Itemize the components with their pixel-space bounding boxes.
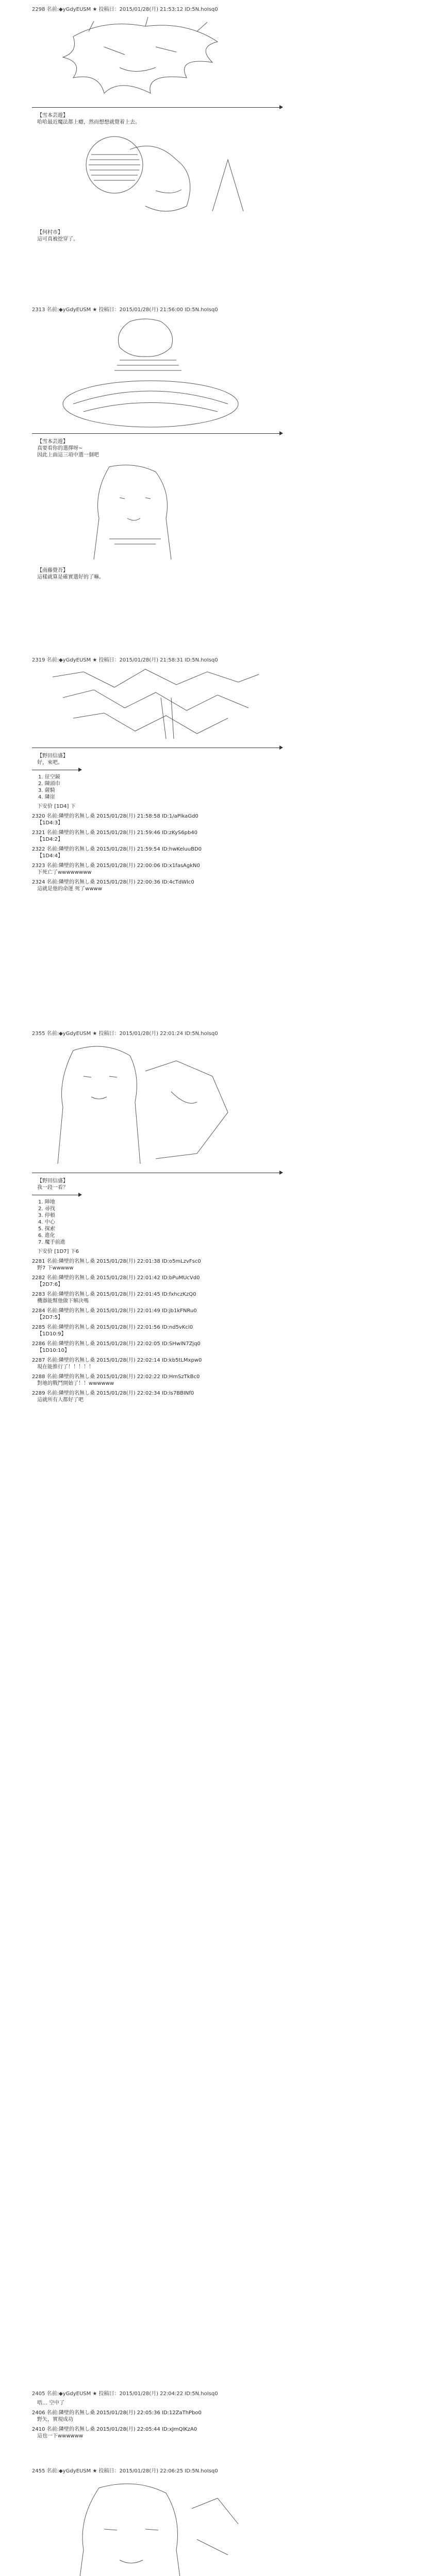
ascii-art: [42, 462, 290, 565]
choice-list: [38, 1199, 290, 1246]
reply: 2286 名前:隣壁的名無し桑 2015/01/28(月) 22:02:05 ID:SHwlN7Zjq0 【1D10:10】: [32, 1341, 290, 1354]
divider-arrow: [32, 431, 290, 436]
reply: 2320 名前:隣壁的名無し桑 2015/01/28(月) 21:58:58 ID:1/aPlkaGd0 【1D4:3】: [32, 813, 290, 826]
speaker-name: 【野田信盛】: [37, 1178, 68, 1184]
post: [32, 6, 290, 243]
post: [32, 2391, 290, 2439]
speaker-name: 【雪本芸遊】: [37, 439, 68, 445]
reply: 2321 名前:隣壁的名無し桑 2015/01/28(月) 21:59:46 ID:zKyS6pb40 【1D4:2】: [32, 829, 290, 843]
choice-item: 4. 中心: [38, 1219, 55, 1225]
ascii-art: [42, 316, 290, 430]
reply: 2284 名前:隣壁的名無し桑 2015/01/28(月) 22:01:49 ID:jb1kFNRu0 【2D7:5】: [32, 1308, 290, 1321]
choice-item: 3. 停頓: [38, 1213, 55, 1218]
ascii-art: [42, 16, 290, 104]
post-line: 這可真被挖穿了。: [37, 236, 78, 242]
reply-header: 2320 名前:隣壁的名無し桑 2015/01/28(月) 21:58:58 ID:1/aPlkaGd0: [32, 814, 198, 819]
choice-list: [38, 774, 290, 801]
reply-header: 2288 名前:隣壁的名無し桑 2015/01/28(月) 22:02:22 ID:HmSzTkBc0: [32, 1374, 200, 1380]
post-header: 2355 名前:◆yGdyEUSM ★ 投稿日：2015/01/28(月) 22:01:24 ID:5N.hoIsq0: [32, 1031, 218, 1037]
reply-header: 2324 名前:隣壁的名無し桑 2015/01/28(月) 22:00:36 ID:4cTdWlc0: [32, 879, 194, 885]
divider-arrow: [32, 745, 290, 750]
choice-item: 3. 薩騎: [38, 788, 55, 793]
reply: 2406 名前:隣壁的名無し桑 2015/01/28(月) 22:05:36 ID:12ZaThPbo0 野矢，實現成功: [32, 2410, 290, 2423]
reply-header: 2321 名前:隣壁的名無し桑 2015/01/28(月) 21:59:46 ID:zKyS6pb40: [32, 830, 198, 836]
ascii-art: [42, 1040, 290, 1169]
divider-arrow: [32, 1193, 290, 1197]
vote-line: 下安价 [1D4] 下: [37, 804, 76, 809]
choice-item: 4. 隣崖: [38, 794, 55, 800]
post-header: 2405 名前:◆yGdyEUSM ★ 投稿日：2015/01/28(月) 22:04:22 ID:5N.hoIsq0: [32, 2391, 218, 2397]
choice-item: 2. 尋找: [38, 1206, 55, 1212]
reply-header: 2285 名前:隣壁的名無し桑 2015/01/28(月) 22:01:56 ID:nd5vKcl0: [32, 1325, 193, 1330]
ascii-art: [42, 2478, 290, 2576]
reply-header: 2287 名前:隣壁的名無し桑 2015/01/28(月) 22:02:14 ID:kb5tLMxpw0: [32, 1358, 202, 1363]
choice-item: 2. 陳頭巾: [38, 781, 60, 787]
choice-item: 6. 進化: [38, 1233, 55, 1239]
choice-item: 1. 陣地: [38, 1199, 55, 1205]
divider-arrow: [32, 768, 290, 772]
post-line: 真要看你的選擇呀~: [37, 446, 83, 451]
post-line: 哈哈最近魔法都上癮，然而想想就覺着上去。: [37, 120, 140, 125]
reply: 2322 名前:隣壁的名無し桑 2015/01/28(月) 21:59:54 ID:hwKeluuBD0 【1D4:4】: [32, 846, 290, 859]
post-line: 唔… 空中了: [37, 2400, 65, 2406]
post-line: 我一段一看？: [37, 1185, 68, 1191]
speaker-name: 【雪本芸遊】: [37, 113, 68, 118]
speaker-name: 【野田信盛】: [37, 753, 68, 759]
reply-header: 2283 名前:隣壁的名無し桑 2015/01/28(月) 22:01:45 ID:fxhczKzQ0: [32, 1292, 196, 1297]
reply-header: 2281 名前:隣壁的名無し桑 2015/01/28(月) 22:01:38 ID:o5mLzvFsc0: [32, 1259, 201, 1264]
reply: 2283 名前:隣壁的名無し桑 2015/01/28(月) 22:01:45 ID:fxhczKzQ0 機器能幫他做下解決嗎: [32, 1291, 290, 1304]
reply: 2323 名前:隣壁的名無し桑 2015/01/28(月) 22:00:06 ID:x1fasAgkN0 下死亡了wwwwwwww: [32, 862, 290, 876]
reply: 2285 名前:隣壁的名無し桑 2015/01/28(月) 22:01:56 ID:nd5vKcl0 【1D10:9】: [32, 1324, 290, 1337]
choice-item: 1. 征空鏡: [38, 774, 60, 780]
reply: 2287 名前:隣壁的名無し桑 2015/01/28(月) 22:02:14 ID:kb5tLMxpw0 現在能推行了！！！！！: [32, 1357, 290, 1370]
post-header: 2313 名前:◆yGdyEUSM ★ 投稿日：2015/01/28(月) 21:56:00 ID:5N.hoIsq0: [32, 307, 218, 313]
post-header: 2298 名前:◆yGdyEUSM ★ 投稿日：2015/01/28(月) 21:53:12 ID:5N.hoIsq0: [32, 7, 218, 12]
post: [32, 2468, 290, 2576]
reply: 2324 名前:隣壁的名無し桑 2015/01/28(月) 22:00:36 ID:4cTdWlc0 這就是他的命運 死了wwww: [32, 879, 290, 892]
reply-header: 2282 名前:隣壁的名無し桑 2015/01/28(月) 22:01:42 ID:bPuMUcVd0: [32, 1275, 200, 1281]
divider-arrow: [32, 1171, 290, 1175]
speaker-name: 【南藤覺吾】: [37, 568, 68, 573]
post-line: 因此上面這三項中選一個吧: [37, 452, 99, 458]
ascii-art: [42, 667, 290, 744]
post-line: 這樣就算是確實選好的了嘛。: [37, 574, 104, 580]
vote-line: 下安价 [1D7] 下6: [37, 1249, 79, 1255]
ascii-art: [42, 129, 290, 227]
reply-header: 2322 名前:隣壁的名無し桑 2015/01/28(月) 21:59:54 ID:hwKeluuBD0: [32, 846, 202, 852]
reply-header: 2410 名前:隣壁的名無し桑 2015/01/28(月) 22:05:44 ID:xJmQlKzA0: [32, 2427, 197, 2432]
reply: 2282 名前:隣壁的名無し桑 2015/01/28(月) 22:01:42 ID:bPuMUcVd0 【2D7:6】: [32, 1275, 290, 1288]
reply-header: 2323 名前:隣壁的名無し桑 2015/01/28(月) 22:00:06 ID:x1fasAgkN0: [32, 863, 200, 869]
post-header: 2455 名前:◆yGdyEUSM ★ 投稿日：2015/01/28(月) 22:06:25 ID:5N.hoIsq0: [32, 2468, 218, 2474]
reply-header: 2286 名前:隣壁的名無し桑 2015/01/28(月) 22:02:05 ID:SHwlN7Zjq0: [32, 1341, 201, 1347]
reply-header: 2289 名前:隣壁的名無し桑 2015/01/28(月) 22:02:34 ID:ls7BBINf0: [32, 1391, 194, 1396]
post: [32, 307, 290, 581]
choice-item: 7. 魔手前進: [38, 1240, 65, 1245]
divider-arrow: [32, 105, 290, 110]
reply-header: 2284 名前:隣壁的名無し桑 2015/01/28(月) 22:01:49 ID:jb1kFNRu0: [32, 1308, 197, 1314]
post: [32, 657, 290, 892]
reply: 2288 名前:隣壁的名無し桑 2015/01/28(月) 22:02:22 ID:HmSzTkBc0 對地的戰鬥開始了！！wwwwww: [32, 1374, 290, 1387]
choice-item: 5. 探索: [38, 1226, 55, 1232]
reply: 2410 名前:隣壁的名無し桑 2015/01/28(月) 22:05:44 ID:xJmQlKzA0 這也一下wwwwww: [32, 2426, 290, 2439]
speaker-name: 【何村市】: [37, 230, 63, 235]
reply: 2281 名前:隣壁的名無し桑 2015/01/28(月) 22:01:38 ID:o5mLzvFsc0 野7 下wwwww: [32, 1258, 290, 1272]
post-header: 2319 名前:◆yGdyEUSM ★ 投稿日：2015/01/28(月) 21:58:31 ID:5N.hoIsq0: [32, 657, 218, 663]
post: [32, 1030, 290, 1403]
post-line: 好，來吧。: [37, 760, 63, 766]
reply: 2289 名前:隣壁的名無し桑 2015/01/28(月) 22:02:34 ID:ls7BBINf0 這就所有人都好了吧: [32, 1390, 290, 1403]
reply-header: 2406 名前:隣壁的名無し桑 2015/01/28(月) 22:05:36 ID:12ZaThPbo0: [32, 2410, 202, 2416]
